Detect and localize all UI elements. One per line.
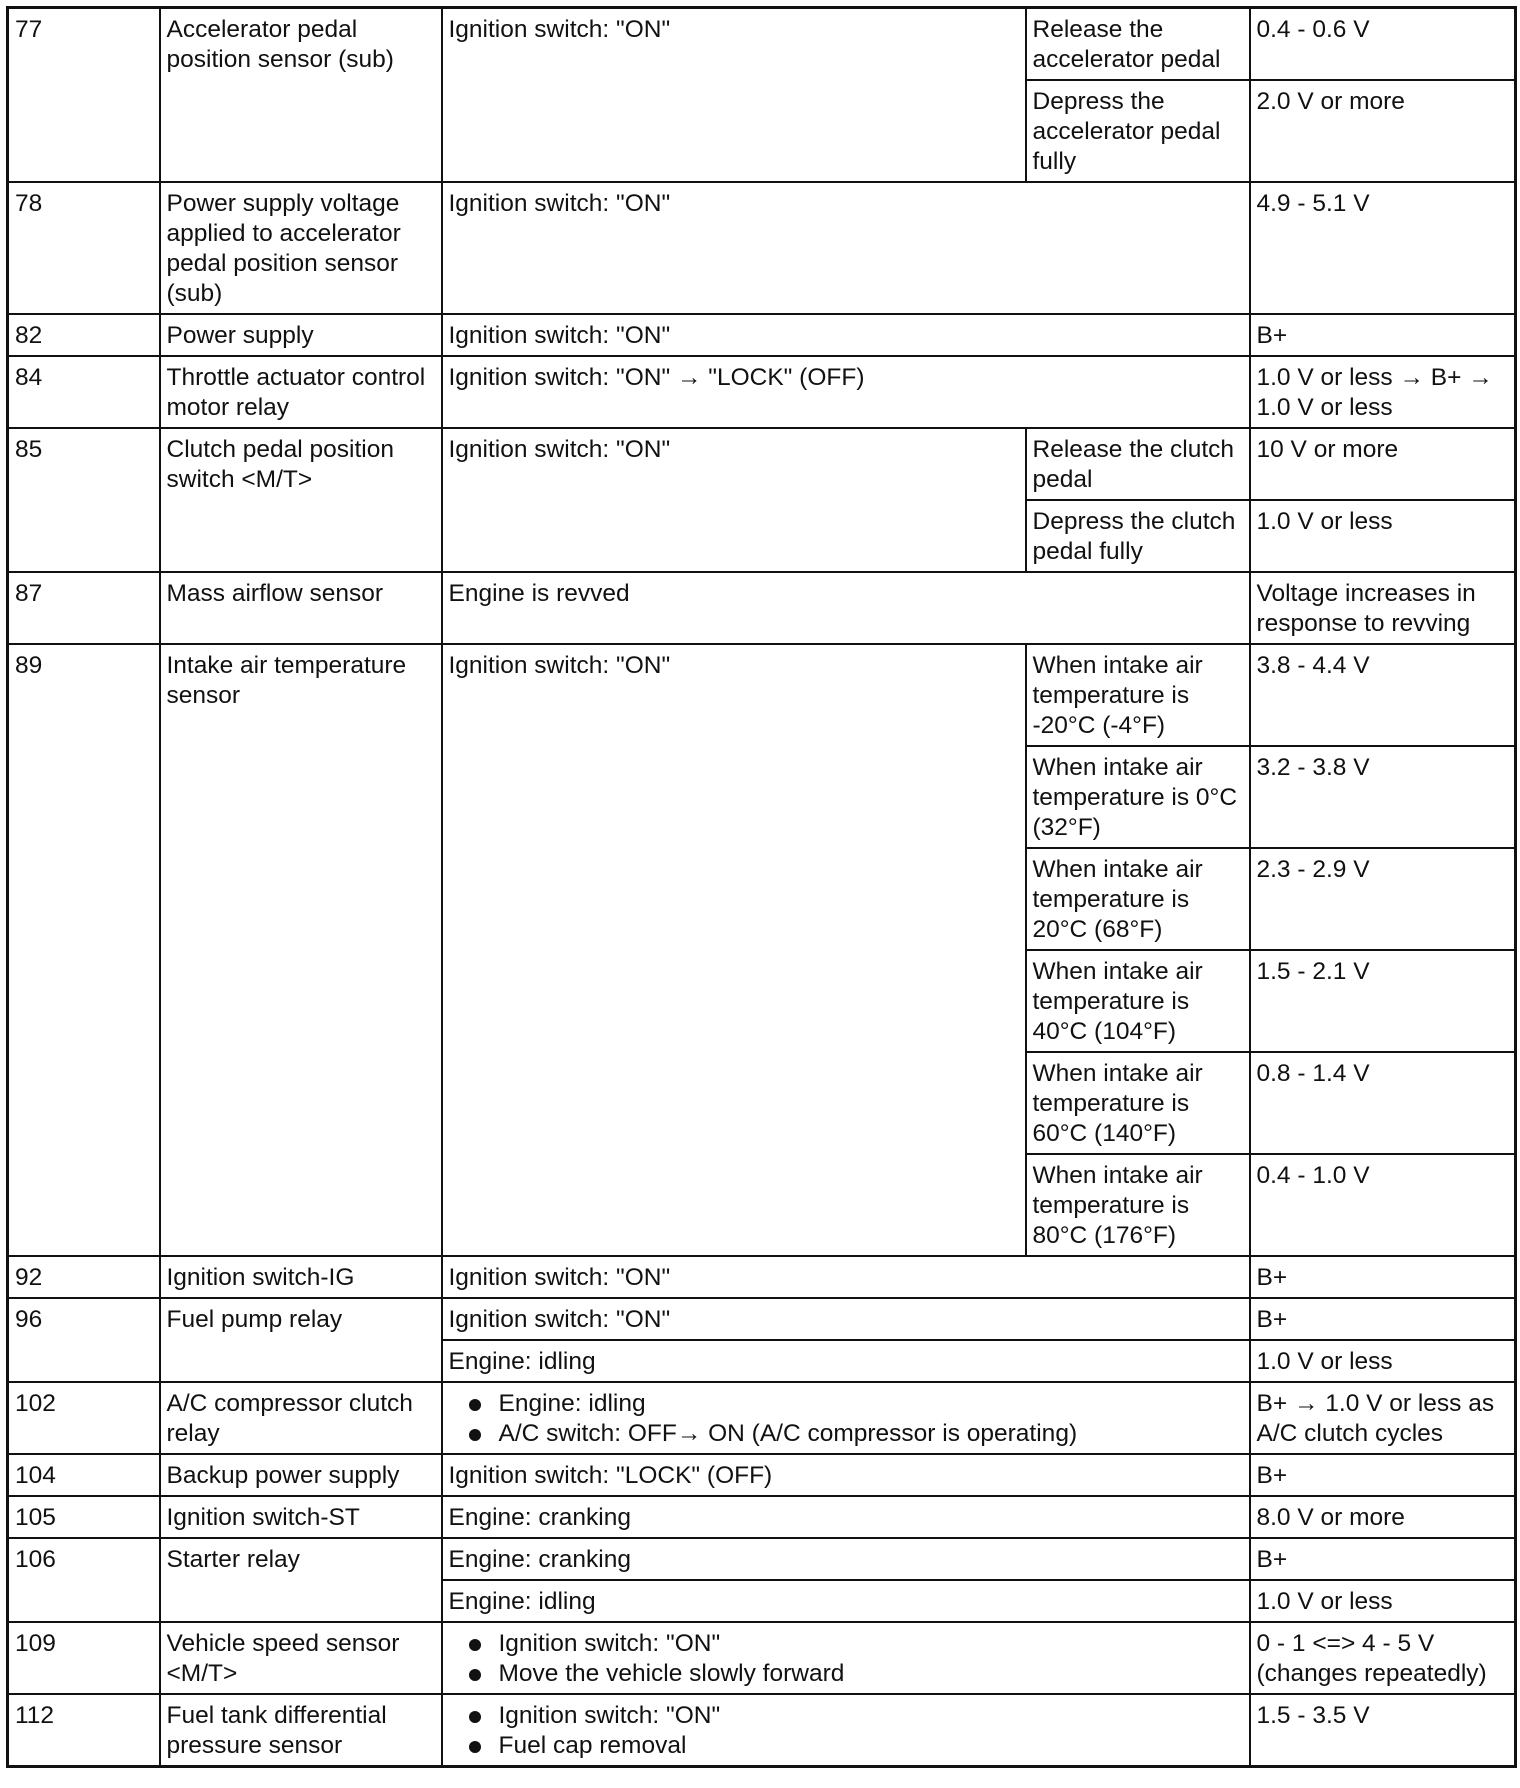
sub-condition: When intake air temperature is 80°C (176°F) bbox=[1026, 1154, 1250, 1256]
check-item: Power supply voltage applied to accelerator pedal position sensor (sub) bbox=[160, 182, 442, 314]
condition-list bbox=[449, 1701, 1243, 1761]
sub-condition: Depress the clutch pedal fully bbox=[1026, 500, 1250, 572]
normal-condition: B+ bbox=[1250, 1298, 1516, 1340]
terminal-number: 112 bbox=[8, 1694, 160, 1767]
table-row bbox=[8, 1694, 1516, 1767]
table-row bbox=[8, 314, 1516, 356]
normal-condition: 0.8 - 1.4 V bbox=[1250, 1052, 1516, 1154]
normal-condition: 1.0 V or less bbox=[1250, 1340, 1516, 1382]
list-item: Move the vehicle slowly forward bbox=[449, 1659, 1243, 1689]
list-item: Fuel cap removal bbox=[449, 1731, 1243, 1761]
condition-list bbox=[449, 1389, 1243, 1449]
check-condition: Engine: idling bbox=[442, 1340, 1250, 1382]
check-item: Fuel tank differential pressure sensor bbox=[160, 1694, 442, 1767]
terminal-number: 96 bbox=[8, 1298, 160, 1382]
terminal-number: 89 bbox=[8, 644, 160, 1256]
check-condition: Ignition switch: "ON" bbox=[442, 8, 1026, 183]
table-row bbox=[8, 1454, 1516, 1496]
normal-condition: 2.0 V or more bbox=[1250, 80, 1516, 182]
normal-condition: B+ bbox=[1250, 1256, 1516, 1298]
normal-condition: 2.3 - 2.9 V bbox=[1250, 848, 1516, 950]
check-item: Intake air temperature sensor bbox=[160, 644, 442, 1256]
terminal-number: 84 bbox=[8, 356, 160, 428]
table-row bbox=[8, 1256, 1516, 1298]
sub-condition: When intake air temperature is 40°C (104°F) bbox=[1026, 950, 1250, 1052]
table-row bbox=[8, 8, 1516, 81]
normal-condition: 4.9 - 5.1 V bbox=[1250, 182, 1516, 314]
terminal-number: 78 bbox=[8, 182, 160, 314]
terminal-number: 82 bbox=[8, 314, 160, 356]
terminal-number: 77 bbox=[8, 8, 160, 183]
normal-condition: 1.0 V or less → B+ → 1.0 V or less bbox=[1250, 356, 1516, 428]
sub-condition: Depress the accelerator pedal fully bbox=[1026, 80, 1250, 182]
terminal-number: 104 bbox=[8, 1454, 160, 1496]
terminal-number: 105 bbox=[8, 1496, 160, 1538]
terminal-number: 109 bbox=[8, 1622, 160, 1694]
check-condition: Ignition switch: "ON" bbox=[442, 644, 1026, 1256]
check-item: Power supply bbox=[160, 314, 442, 356]
check-condition bbox=[442, 1694, 1250, 1767]
condition-list bbox=[449, 1629, 1243, 1689]
terminal-number: 106 bbox=[8, 1538, 160, 1622]
table-row bbox=[8, 1382, 1516, 1454]
sub-condition: Release the clutch pedal bbox=[1026, 428, 1250, 500]
check-item: Throttle actuator control motor relay bbox=[160, 356, 442, 428]
normal-condition: B+ bbox=[1250, 1454, 1516, 1496]
list-item: Ignition switch: "ON" bbox=[449, 1629, 1243, 1659]
normal-condition: B+ → 1.0 V or less as A/C clutch cycles bbox=[1250, 1382, 1516, 1454]
check-condition: Ignition switch: "ON" → "LOCK" (OFF) bbox=[442, 356, 1250, 428]
normal-condition: 0.4 - 1.0 V bbox=[1250, 1154, 1516, 1256]
check-condition: Engine: cranking bbox=[442, 1496, 1250, 1538]
table-row bbox=[8, 1622, 1516, 1694]
check-item: Vehicle speed sensor <M/T> bbox=[160, 1622, 442, 1694]
check-condition bbox=[442, 1622, 1250, 1694]
check-item: Backup power supply bbox=[160, 1454, 442, 1496]
check-condition: Ignition switch: "ON" bbox=[442, 182, 1250, 314]
normal-condition: 0.4 - 0.6 V bbox=[1250, 8, 1516, 81]
check-condition: Ignition switch: "ON" bbox=[442, 428, 1026, 572]
check-condition: Engine: cranking bbox=[442, 1538, 1250, 1580]
check-item: A/C compressor clutch relay bbox=[160, 1382, 442, 1454]
sub-condition: When intake air temperature is 20°C (68°F) bbox=[1026, 848, 1250, 950]
normal-condition: Voltage increases in response to revving bbox=[1250, 572, 1516, 644]
check-item: Fuel pump relay bbox=[160, 1298, 442, 1382]
check-condition: Ignition switch: "LOCK" (OFF) bbox=[442, 1454, 1250, 1496]
table-row bbox=[8, 1538, 1516, 1580]
check-condition: Ignition switch: "ON" bbox=[442, 1298, 1250, 1340]
terminal-number: 102 bbox=[8, 1382, 160, 1454]
normal-condition: B+ bbox=[1250, 1538, 1516, 1580]
normal-condition: 3.8 - 4.4 V bbox=[1250, 644, 1516, 746]
table-row bbox=[8, 428, 1516, 500]
check-item: Clutch pedal position switch <M/T> bbox=[160, 428, 442, 572]
normal-condition: 0 - 1 <=> 4 - 5 V (changes repeatedly) bbox=[1250, 1622, 1516, 1694]
check-item: Ignition switch-ST bbox=[160, 1496, 442, 1538]
normal-condition: 3.2 - 3.8 V bbox=[1250, 746, 1516, 848]
check-item: Mass airflow sensor bbox=[160, 572, 442, 644]
list-item: A/C switch: OFF→ ON (A/C compressor is operating) bbox=[449, 1419, 1243, 1449]
normal-condition: B+ bbox=[1250, 314, 1516, 356]
check-condition: Engine: idling bbox=[442, 1580, 1250, 1622]
terminal-number: 92 bbox=[8, 1256, 160, 1298]
check-condition: Ignition switch: "ON" bbox=[442, 314, 1250, 356]
normal-condition: 1.0 V or less bbox=[1250, 500, 1516, 572]
list-item: Ignition switch: "ON" bbox=[449, 1701, 1243, 1731]
check-item: Accelerator pedal position sensor (sub) bbox=[160, 8, 442, 183]
table-row bbox=[8, 572, 1516, 644]
check-condition bbox=[442, 1382, 1250, 1454]
list-item: Engine: idling bbox=[449, 1389, 1243, 1419]
normal-condition: 10 V or more bbox=[1250, 428, 1516, 500]
normal-condition: 1.5 - 3.5 V bbox=[1250, 1694, 1516, 1767]
terminal-number: 85 bbox=[8, 428, 160, 572]
table-row bbox=[8, 1298, 1516, 1340]
terminal-number: 87 bbox=[8, 572, 160, 644]
normal-condition: 8.0 V or more bbox=[1250, 1496, 1516, 1538]
table-row bbox=[8, 644, 1516, 746]
sub-condition: Release the accelerator pedal bbox=[1026, 8, 1250, 81]
check-item: Ignition switch-IG bbox=[160, 1256, 442, 1298]
sub-condition: When intake air temperature is 60°C (140°F) bbox=[1026, 1052, 1250, 1154]
check-condition: Engine is revved bbox=[442, 572, 1250, 644]
table-row bbox=[8, 1496, 1516, 1538]
check-item: Starter relay bbox=[160, 1538, 442, 1622]
check-condition: Ignition switch: "ON" bbox=[442, 1256, 1250, 1298]
sub-condition: When intake air temperature is -20°C (-4°F) bbox=[1026, 644, 1250, 746]
table-row bbox=[8, 182, 1516, 314]
normal-condition: 1.5 - 2.1 V bbox=[1250, 950, 1516, 1052]
normal-condition: 1.0 V or less bbox=[1250, 1580, 1516, 1622]
sub-condition: When intake air temperature is 0°C (32°F) bbox=[1026, 746, 1250, 848]
table-row bbox=[8, 356, 1516, 428]
terminal-voltage-table bbox=[6, 6, 1517, 1768]
